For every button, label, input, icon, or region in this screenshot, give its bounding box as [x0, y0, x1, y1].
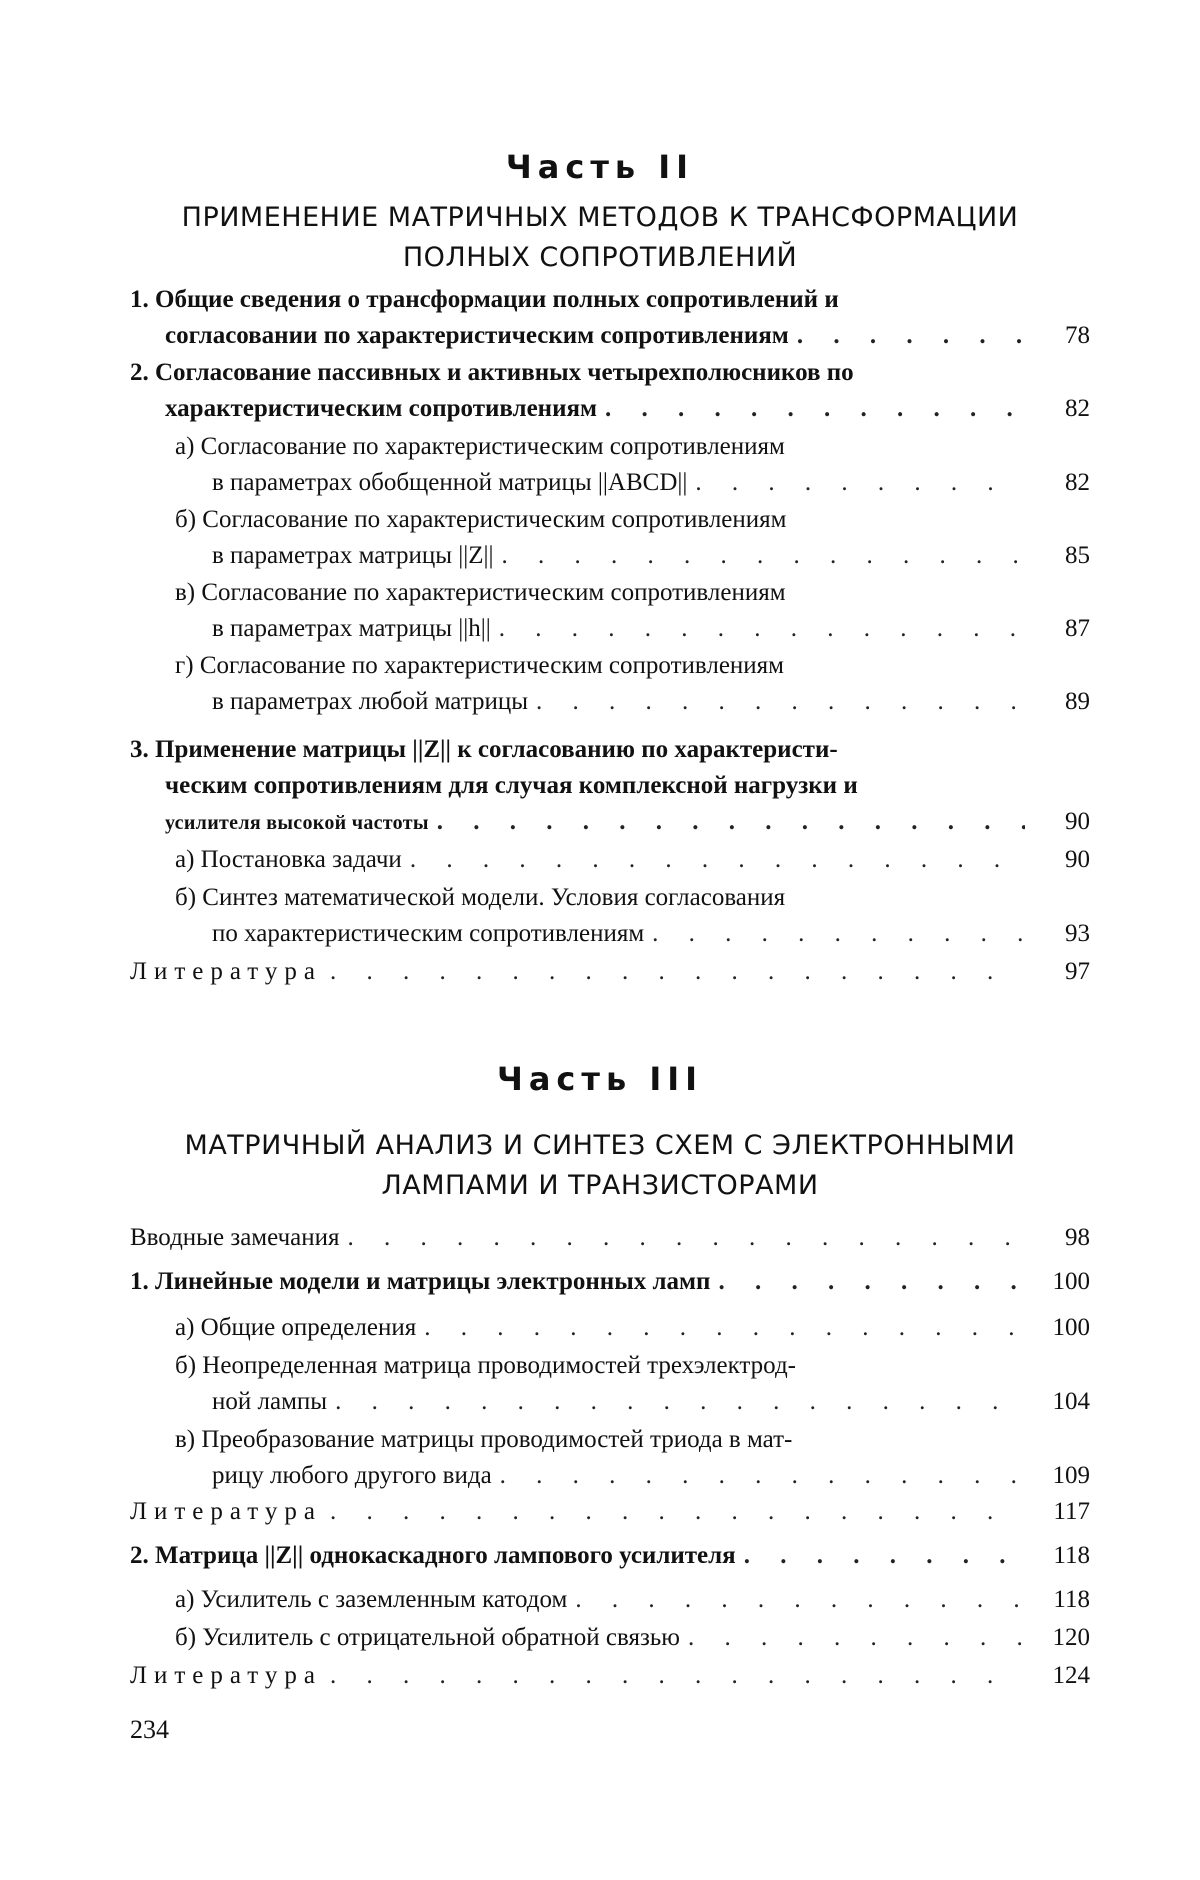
page-ref: 100 — [1040, 1264, 1090, 1300]
toc-entry-title: б) Усилитель с отрицательной обратной связью — [175, 1620, 688, 1656]
toc-entry-p3-1a[interactable] — [175, 1310, 1025, 1346]
part2-heading: Часть II — [0, 148, 1200, 186]
page-ref: 85 — [1040, 538, 1090, 574]
toc-entry-p3-1b-line1[interactable]: б) Неопределенная матрица проводимостей трехэлектрод- — [175, 1348, 985, 1384]
page-ref: 120 — [1040, 1620, 1090, 1656]
part3-title-line2: ЛАМПАМИ И ТРАНЗИСТОРАМИ — [150, 1166, 1050, 1206]
leader-dots — [652, 916, 1025, 952]
page-ref: 97 — [1040, 954, 1090, 990]
leader-dots — [437, 804, 1025, 840]
leader-dots — [575, 1582, 1025, 1618]
leader-dots — [718, 1264, 1025, 1300]
page-ref: 78 — [1040, 318, 1090, 354]
toc-entry-p3-1v-line1[interactable]: в) Преобразование матрицы проводимостей триода в мат- — [175, 1422, 985, 1458]
part2-title — [150, 198, 1050, 278]
page-ref: 93 — [1040, 916, 1090, 952]
page-ref: 87 — [1040, 611, 1090, 647]
toc-entry-p3-2b[interactable] — [175, 1620, 1025, 1656]
toc-entry-title: а) Общие определения — [175, 1310, 424, 1346]
toc-entry-title: рицу любого другого вида — [212, 1458, 500, 1494]
toc-entry-p3-intro[interactable] — [130, 1220, 1025, 1256]
toc-entry-title: 2. Матрица ||Z|| однокаскадного лампового усилителя — [130, 1538, 744, 1574]
toc-entry-p2-3b[interactable] — [212, 916, 1025, 952]
part2-title-line1: ПРИМЕНЕНИЕ МАТРИЧНЫХ МЕТОДОВ К ТРАНСФОРМАЦИИ — [150, 198, 1050, 238]
page-ref: 104 — [1040, 1384, 1090, 1420]
toc-entry-p2-2b-line1[interactable]: б) Согласование по характеристическим сопротивлениям — [175, 502, 985, 538]
page-ref: 124 — [1040, 1658, 1090, 1694]
toc-entry-p2-2a-line1[interactable]: а) Согласование по характеристическим сопротивлениям — [175, 429, 985, 465]
leader-dots — [744, 1538, 1025, 1574]
toc-entry-p2-3[interactable] — [165, 804, 1025, 840]
part3-heading: Часть III — [0, 1060, 1200, 1098]
leader-dots — [348, 1220, 1025, 1256]
toc-entry-title: согласовании по характеристическим сопротивлениям — [165, 318, 797, 354]
toc-entry-title: ной лампы — [212, 1384, 335, 1420]
toc-entry-title: в параметрах обобщенной матрицы ||ABCD|| — [212, 465, 695, 501]
leader-dots — [695, 465, 1025, 501]
toc-entry-p2-2v[interactable] — [212, 611, 1025, 647]
toc-entry-p2-1[interactable] — [165, 318, 1025, 354]
page-ref: 98 — [1040, 1220, 1090, 1256]
leader-dots — [502, 538, 1025, 574]
leader-dots — [410, 842, 1025, 878]
leader-dots — [335, 1384, 1025, 1420]
toc-entry-p2-1-line1[interactable]: 1. Общие сведения о трансформации полных сопротивлений и — [130, 282, 1040, 318]
leader-dots — [500, 1458, 1025, 1494]
page-ref: 117 — [1040, 1494, 1090, 1530]
page-ref: 118 — [1040, 1582, 1090, 1618]
page-number: 234 — [130, 1712, 169, 1748]
leader-dots — [499, 611, 1025, 647]
page-ref: 89 — [1040, 684, 1090, 720]
contents-page — [0, 0, 1200, 1880]
page-ref: 82 — [1040, 391, 1090, 427]
toc-entry-p3-literature-2[interactable] — [130, 1658, 1025, 1694]
page-ref: 100 — [1040, 1310, 1090, 1346]
toc-entry-p2-3-line1[interactable]: 3. Применение матрицы ||Z|| к согласованию по характеристи- — [130, 732, 1040, 768]
toc-entry-title: Литература — [130, 954, 330, 990]
toc-entry-title: Литература — [130, 1658, 330, 1694]
toc-entry-p2-3-line2[interactable]: ческим сопротивлениям для случая комплексной нагрузки и — [165, 768, 1040, 804]
toc-entry-p2-2g[interactable] — [212, 684, 1025, 720]
toc-entry-p2-2b[interactable] — [212, 538, 1025, 574]
toc-entry-p2-2v-line1[interactable]: в) Согласование по характеристическим сопротивлениям — [175, 575, 985, 611]
toc-entry-p2-2-line1[interactable]: 2. Согласование пассивных и активных четырехполюсников по — [130, 355, 1040, 391]
toc-entry-title: в параметрах любой матрицы — [212, 684, 536, 720]
page-ref: 109 — [1040, 1458, 1090, 1494]
toc-entry-p2-2[interactable] — [165, 391, 1025, 427]
part3-title-line1: МАТРИЧНЫЙ АНАЛИЗ И СИНТЕЗ СХЕМ С ЭЛЕКТРОННЫМИ — [150, 1126, 1050, 1166]
page-ref: 118 — [1040, 1538, 1090, 1574]
toc-entry-p2-literature[interactable] — [130, 954, 1025, 990]
toc-entry-p2-2a[interactable] — [212, 465, 1025, 501]
toc-entry-p3-1v[interactable] — [212, 1458, 1025, 1494]
toc-entry-p2-2g-line1[interactable]: г) Согласование по характеристическим сопротивлениям — [175, 648, 985, 684]
toc-entry-title: Литература — [130, 1494, 330, 1530]
toc-entry-p3-literature-1[interactable] — [130, 1494, 1025, 1530]
leader-dots — [330, 1494, 1025, 1530]
toc-entry-title: Вводные замечания — [130, 1220, 348, 1256]
leader-dots — [330, 1658, 1025, 1694]
leader-dots — [797, 318, 1025, 354]
toc-entry-p2-3b-line1[interactable]: б) Синтез математической модели. Условия согласования — [175, 880, 985, 916]
leader-dots — [424, 1310, 1025, 1346]
toc-entry-title: а) Постановка задачи — [175, 842, 410, 878]
toc-entry-title: усилителя высокой частоты — [165, 805, 437, 841]
leader-dots — [536, 684, 1025, 720]
leader-dots — [330, 954, 1025, 990]
leader-dots — [605, 391, 1025, 427]
part3-title — [150, 1126, 1050, 1206]
toc-entry-p3-2a[interactable] — [175, 1582, 1025, 1618]
toc-entry-title: по характеристическим сопротивлениям — [212, 916, 652, 952]
toc-entry-title: в параметрах матрицы ||h|| — [212, 611, 499, 647]
part2-title-line2: ПОЛНЫХ СОПРОТИВЛЕНИЙ — [150, 238, 1050, 278]
toc-entry-title: а) Усилитель с заземленным катодом — [175, 1582, 575, 1618]
toc-entry-p3-2[interactable] — [130, 1538, 1025, 1574]
toc-entry-p2-3a[interactable] — [175, 842, 1025, 878]
toc-entry-title: 1. Линейные модели и матрицы электронных ламп — [130, 1264, 718, 1300]
leader-dots — [688, 1620, 1025, 1656]
page-ref: 90 — [1040, 842, 1090, 878]
page-ref: 82 — [1040, 465, 1090, 501]
toc-entry-p3-1b[interactable] — [212, 1384, 1025, 1420]
toc-entry-p3-1[interactable] — [130, 1264, 1025, 1300]
page-ref: 90 — [1040, 804, 1090, 840]
toc-entry-title: характеристическим сопротивлениям — [165, 391, 605, 427]
toc-entry-title: в параметрах матрицы ||Z|| — [212, 538, 502, 574]
